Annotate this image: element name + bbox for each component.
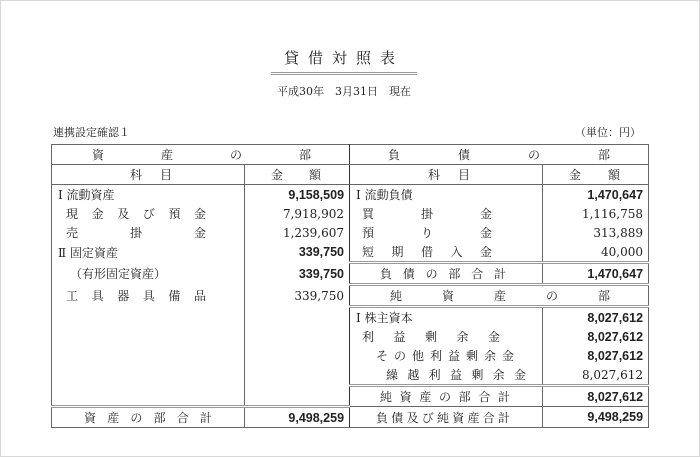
assets-amount-header: 金額: [271, 168, 322, 182]
table-row: [52, 263, 649, 285]
assets-total-label: 資産の部合計: [84, 411, 212, 425]
table-row: [52, 242, 649, 263]
liabilities-total-amount: 1,470,647: [543, 263, 649, 285]
liabilities-total-label: 負債の部合計: [380, 267, 507, 281]
grand-total-label: 負債及び純資産合計: [376, 410, 511, 425]
net-assets-row-label: 利益剰余金: [362, 330, 501, 344]
table-row: [52, 327, 649, 346]
net-assets-row-amount: 8,027,612: [543, 307, 649, 328]
liabilities-row-label: 買掛金: [362, 207, 493, 221]
table-row: [52, 285, 649, 307]
net-assets-row-amount: 8,027,612: [543, 365, 649, 386]
liabilities-row-amount: 1,470,647: [543, 185, 649, 205]
grand-total-amount: 9,498,259: [543, 407, 649, 428]
assets-subject-header: 科目: [130, 168, 172, 182]
liabilities-row-label: Ⅰ 流動負債: [356, 188, 413, 202]
net-assets-row-amount: 8,027,612: [543, 327, 649, 346]
table-row: [52, 185, 649, 205]
net-assets-row-label: Ⅰ 株主資本: [356, 311, 413, 325]
report-date: 平成30年 3月31日 現在: [277, 85, 411, 98]
liabilities-subject-header: 科目: [428, 168, 471, 182]
assets-row-label: 現金及び預金: [66, 207, 206, 221]
balance-sheet-table: [51, 144, 649, 428]
assets-row-amount: 339,750: [245, 263, 350, 285]
net-assets-total-label: 純資産の部合計: [380, 390, 511, 404]
assets-row-amount: 9,158,509: [245, 185, 350, 205]
liabilities-amount-header: 金額: [569, 168, 621, 182]
table-row: [52, 386, 649, 407]
table-row: [52, 346, 649, 365]
assets-total-amount: 9,498,259: [245, 407, 350, 428]
liabilities-section-header: 負債の部: [388, 148, 611, 162]
liabilities-row-label: 短期借入金: [362, 245, 493, 259]
net-assets-row-label: その他利益剰余金: [376, 349, 515, 363]
assets-row-label: 工具器具備品: [66, 289, 206, 303]
document-title: 貸借対照表: [271, 47, 417, 75]
assets-row-amount: 339,750: [245, 285, 350, 307]
company-name: 連携設定確認１: [53, 126, 130, 139]
assets-section-header: 資産の部: [92, 148, 312, 162]
table-row: [52, 307, 649, 328]
net-assets-total-amount: 8,027,612: [543, 386, 649, 407]
liabilities-row-label: 預り金: [362, 226, 493, 240]
assets-row-amount: 1,239,607: [245, 223, 350, 242]
net-assets-row-amount: 8,027,612: [543, 346, 649, 365]
table-row: [52, 204, 649, 223]
assets-row-amount: 7,918,902: [245, 204, 350, 223]
liabilities-row-amount: 40,000: [543, 242, 649, 263]
assets-row-label: 売掛金: [66, 226, 206, 240]
assets-row-label: （有形固定資産）: [70, 267, 167, 281]
net-assets-row-label: 繰越利益剰余金: [386, 368, 527, 382]
table-row: [52, 407, 649, 428]
liabilities-row-amount: 1,116,758: [543, 204, 649, 223]
assets-row-amount: 339,750: [245, 242, 350, 263]
assets-row-label: Ⅰ 流動資産: [58, 188, 115, 202]
liabilities-row-amount: 313,889: [543, 223, 649, 242]
unit-label: （単位：円）: [575, 126, 641, 139]
table-row: [52, 223, 649, 242]
net-assets-section-header: 純資産の部: [390, 289, 611, 303]
table-row: [52, 365, 649, 386]
assets-row-label: Ⅱ 固定資産: [58, 245, 118, 260]
